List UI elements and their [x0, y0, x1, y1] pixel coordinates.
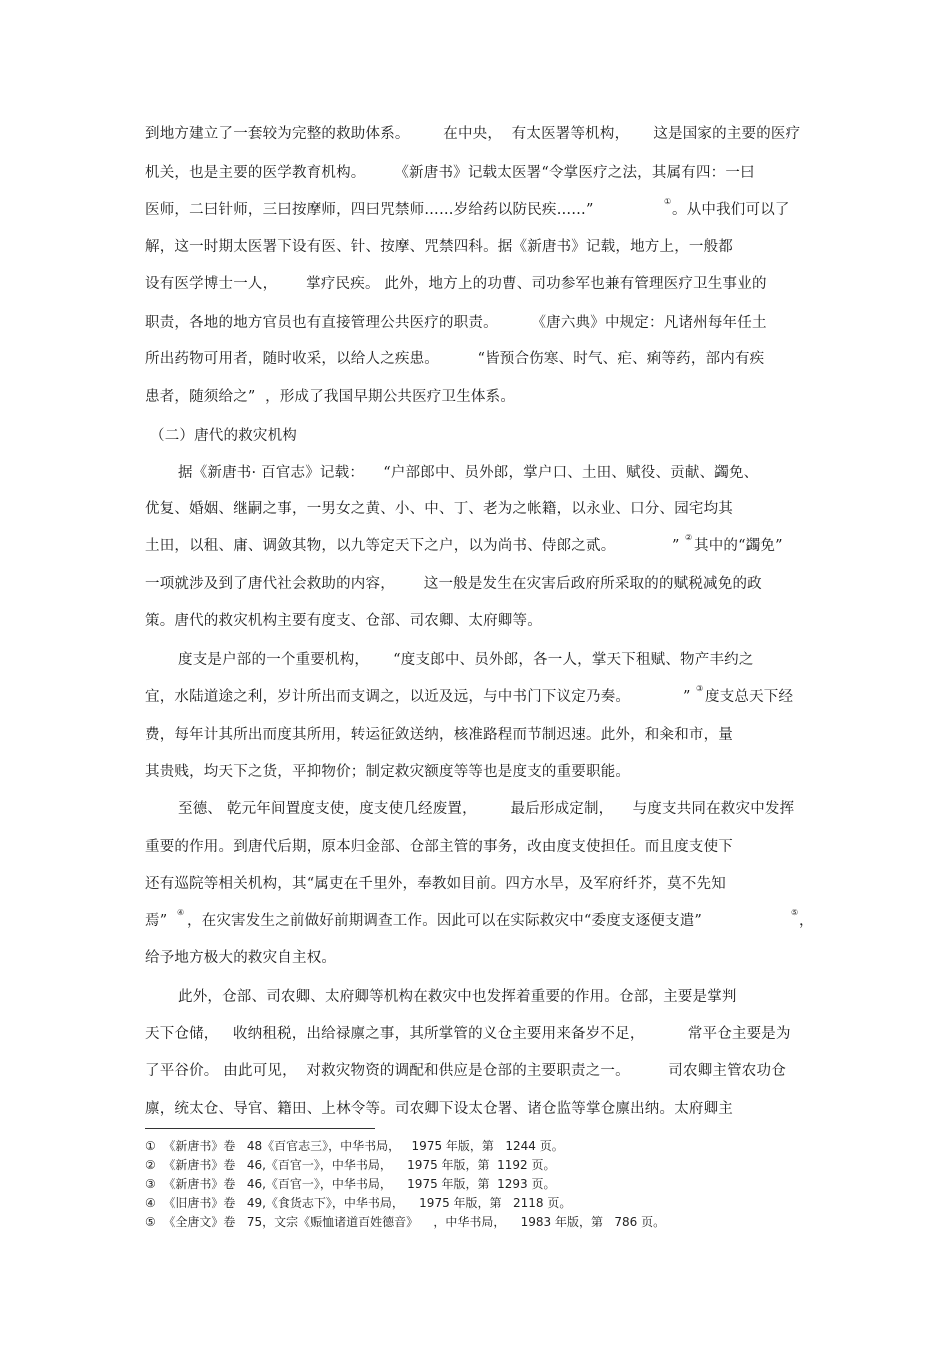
- text-line: 廪，统太仓、导官、籍田、上林令等。司农卿下设太仓署、诸仓监等掌仓廪出纳。太府卿主: [145, 1101, 733, 1117]
- text-line: 天下仓储， 收纳租税，出给禄廪之事，其所掌管的义仓主要用来备岁不足， 常平仓主要是为: [145, 1026, 791, 1042]
- text-line: 医师，二曰针师，三曰按摩师，四曰咒禁师……岁给药以防民疾……”: [145, 202, 594, 218]
- text-line: 所出药物可用者，随时收采，以给人之疾患。 “皆预合伤寒、时气、疟、痢等药，部内有疾: [145, 351, 765, 367]
- text-line: 还有巡院等相关机构，其“属吏在千里外，奉教如目前。四方水旱，及军府纤芥，莫不先知: [145, 876, 726, 892]
- footnote: ① 《新唐书》卷 48《百官志三》，中华书局， 1975 年版，第 1244 页。: [145, 1139, 564, 1153]
- text-line: 土田，以租、庸、调敛其物，以九等定天下之户，以为尚书、侍郎之贰。: [145, 538, 616, 554]
- text-line: 其中的“蠲免”: [694, 538, 783, 554]
- text-line: 解，这一时期太医署下设有医、针、按摩、咒禁四科。据《新唐书》记载，地方上，一般都: [145, 239, 733, 255]
- footnote-divider: [145, 1128, 375, 1129]
- text-line: 职责，各地的地方官员也有直接管理公共医疗的职责。 《唐六典》中规定：凡诸州每年任土: [145, 315, 767, 331]
- footnote-mark: ①: [664, 197, 672, 206]
- footnote: ④ 《旧唐书》卷 49,《食货志下》，中华书局， 1975 年版，第 2118 页。: [145, 1196, 572, 1210]
- text-line: 宜，水陆道途之利，岁计所出而支调之，以近及远，与中书门下议定乃奏。: [145, 689, 631, 705]
- text-line: 度支总天下经: [705, 689, 794, 705]
- footnote-mark: ②: [685, 533, 693, 542]
- text-line: ，在灾害发生之前做好前期调查工作。因此可以在实际救灾中“委度支逐便支遣”: [187, 913, 703, 929]
- footnote-mark: ③: [696, 684, 704, 693]
- text-line: 到地方建立了一套较为完整的救助体系。 在中央， 有太医署等机构， 这是国家的主要的医疗: [145, 126, 801, 142]
- text-line: 重要的作用。到唐代后期，原本归金部、仓部主管的事务，改由度支使担任。而且度支使下: [145, 839, 733, 855]
- text-line: 据《新唐书· 百官志》记载： “户部郎中、员外郎，掌户口、土田、赋役、贡献、蠲免、: [178, 465, 759, 481]
- text-line: 至德、 乾元年间置度支使，度支使几经废置， 最后形成定制， 与度支共同在救灾中发挥: [178, 801, 795, 817]
- footnote-mark: ④: [177, 908, 185, 917]
- text-line: 费，每年计其所出而度其所用，转运征敛送纳，核准路程而节制迟速。此外，和籴和市，量: [145, 727, 733, 743]
- text-line: 优复、婚姻、继嗣之事，一男女之黄、小、中、丁、老为之帐籍，以永业、口分、园宅均其: [145, 501, 733, 517]
- text-line: ，: [799, 913, 814, 929]
- text-line: 了平谷价。 由此可见， 对救灾物资的调配和供应是仓部的主要职责之一。 司农卿主管农功仓: [145, 1063, 786, 1079]
- text-line: 度支是户部的一个重要机构， “度支郎中、员外郎，各一人，掌天下租赋、物产丰约之: [178, 652, 754, 668]
- footnote: ⑤ 《全唐文》卷 75，文宗《赈恤诸道百姓德音》 ，中华书局， 1983 年版，第 786 页。: [145, 1215, 666, 1229]
- text-line: 焉”: [145, 913, 168, 929]
- footnote-mark: ⑤: [791, 908, 799, 917]
- section-heading: （二）唐代的救灾机构: [150, 428, 297, 444]
- text-line: 给予地方极大的救灾自主权。: [145, 950, 337, 966]
- text-line: 机关，也是主要的医学教育机构。 《新唐书》记载太医署“令掌医疗之法，其属有四：一曰: [145, 165, 755, 181]
- text-line: 此外，仓部、司农卿、太府卿等机构在救灾中也发挥着重要的作用。仓部，主要是掌判: [178, 989, 737, 1005]
- text-line: 。从中我们可以了: [672, 202, 790, 218]
- text-line: ”: [672, 538, 680, 554]
- text-line: ”: [683, 689, 691, 705]
- footnote: ② 《新唐书》卷 46,《百官一》，中华书局， 1975 年版，第 1192 页。: [145, 1158, 556, 1172]
- text-line: 一项就涉及到了唐代社会救助的内容， 这一般是发生在灾害后政府所采取的的赋税减免的政: [145, 576, 762, 592]
- footnote: ③ 《新唐书》卷 46,《百官一》，中华书局， 1975 年版，第 1293 页。: [145, 1177, 556, 1191]
- text-line: 设有医学博士一人， 掌疗民疾。 此外，地方上的功曹、司功参军也兼有管理医疗卫生事业的: [145, 276, 767, 292]
- text-line: 患者，随须给之” ，形成了我国早期公共医疗卫生体系。: [145, 389, 516, 405]
- text-line: 策。唐代的救灾机构主要有度支、仓部、司农卿、太府卿等。: [145, 613, 542, 629]
- text-line: 其贵贱，均天下之货，平抑物价；制定救灾额度等等也是度支的重要职能。: [145, 764, 631, 780]
